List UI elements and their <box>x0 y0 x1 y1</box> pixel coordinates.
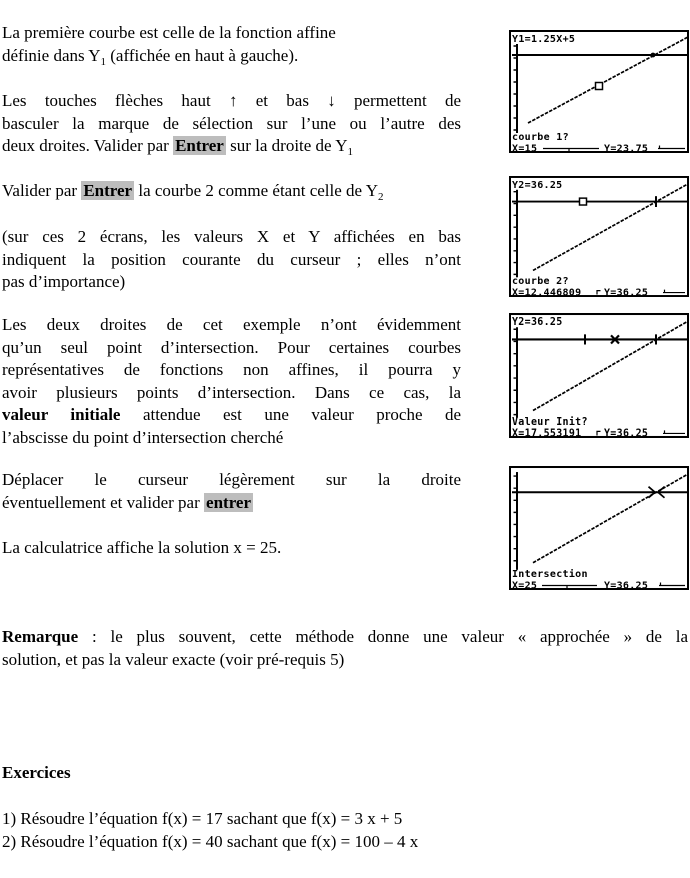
intersection-dot <box>651 53 656 58</box>
function-label: Y2=36.25 <box>512 317 563 329</box>
exercise-2: 2) Résoudre l’équation f(x) = 40 sachant que f(x) = 100 – 4 x <box>2 832 419 851</box>
paragraph-remark: Remarque : le plus souvent, cette méthode donne une valeur « approchée » de la solution, et pas la valeur exacte (voir pré-requis 5) <box>2 627 688 669</box>
paragraph-validate-curve2: Valider par Entrer la courbe 2 comme étant celle de $Y_2$ <box>2 181 384 203</box>
y-readout: Y=23.75 <box>604 143 649 153</box>
x-readout: X=17.553191 <box>512 428 582 438</box>
paragraph-solution: La calculatrice affiche la solution x = 25. <box>2 538 282 557</box>
prompt-text: Valeur Init? <box>512 416 588 428</box>
calc-screen-valeur-init <box>509 313 689 438</box>
y-readout: Y=36.25 <box>604 428 649 438</box>
cursor-square <box>596 83 603 90</box>
prompt-text: courbe 2? <box>512 276 569 288</box>
cursor-square <box>580 198 587 205</box>
prompt-text: Intersection <box>512 568 588 580</box>
calc-screen-courbe1 <box>509 30 689 153</box>
paragraph-initial-value: Les deux droites de cet exemple n’ont évidemment qu’un seul point d’intersection. Pour certaines courbes représentatives de fonctions non affines, il pourra y avoir plusieurs points d’intersection. Dans ce cas, la valeur initiale attendue est une valeur proche de l’abscisse du point d’intersection cherché <box>2 315 462 447</box>
x-readout: X=12.446809 <box>512 287 582 297</box>
paragraph-move-cursor: Déplacer le curseur légèrement sur la droite éventuellement et valider par entrer <box>2 470 461 512</box>
x-readout: X=15 <box>512 143 538 153</box>
paragraph-arrow-keys: Les touches flèches haut ↑ et bas ↓ permettent de basculer la marque de sélection sur l’une ou l’autre des deux droites. Valider par Entrer sur la droite de $Y_1$ <box>2 91 461 158</box>
exercise-1: 1) Résoudre l’équation f(x) = 17 sachant que f(x) = 3 x + 5 <box>2 809 403 828</box>
x-readout: X=25 <box>512 580 538 590</box>
y-readout: Y=36.25 <box>604 580 649 590</box>
calc-screen-intersection <box>509 466 689 590</box>
function-label: Y2=36.25 <box>512 179 563 191</box>
paragraph-intro-curve1: La première courbe est celle de la fonction affine définie dans $Y_1$ (affichée en haut à gauche). <box>2 23 336 68</box>
exercises-heading: Exercices <box>2 763 71 782</box>
function-label: Y1=1.25X+5 <box>512 34 576 45</box>
paragraph-cursor-note: (sur ces 2 écrans, les valeurs X et Y affichées en bas indiquent la position courante du curseur ; elles n’ont pas d’importance) <box>2 227 461 291</box>
calc-screen-courbe2 <box>509 176 689 297</box>
prompt-text: courbe 1? <box>512 132 569 143</box>
y-readout: Y=36.25 <box>604 287 649 297</box>
